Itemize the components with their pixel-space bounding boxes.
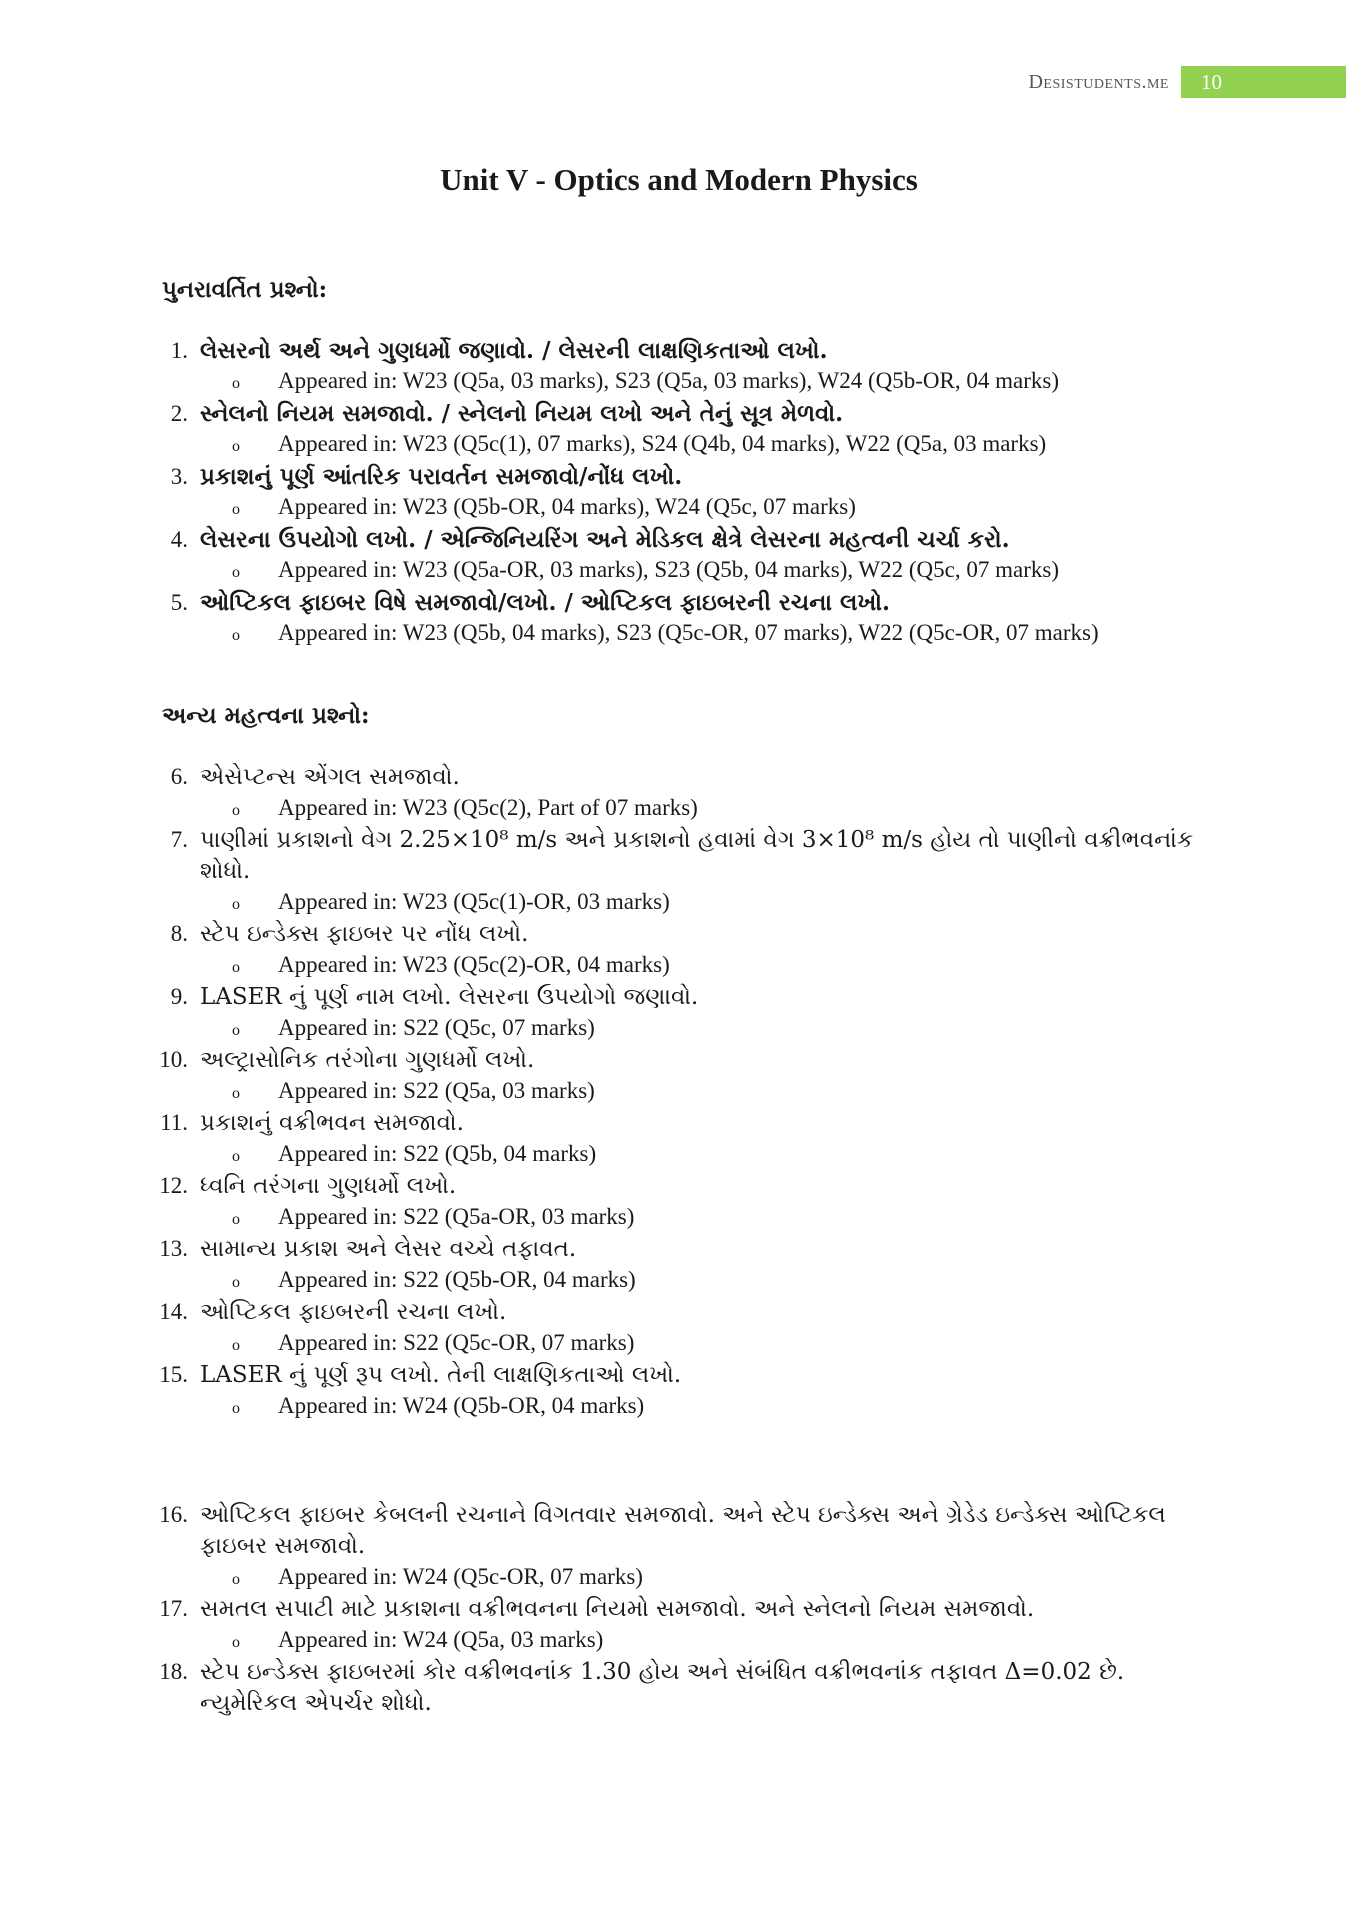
question-item [159, 1594, 1200, 1657]
question-text: પાણીમાં પ્રકાશનો વેગ 2.25×10⁸ m/s અને પ્રકાશનો હવામાં વેગ 3×10⁸ m/s હોય તો પાણીનો વક્રીભવનાંક શોધો. [200, 827, 1194, 884]
question-item [159, 1234, 1200, 1297]
question-number: 4. [170, 527, 188, 552]
question-number: 2. [170, 401, 188, 426]
question-number: 5. [170, 590, 188, 615]
question-text: લેસરના ઉપયોગો લખો. / એન્જિનિયરિંગ અને મેડિકલ ક્ષેત્રે લેસરના મહત્વની ચર્ચા કરો. [200, 526, 1010, 553]
bullet-icon: o [232, 1274, 240, 1291]
appeared-line [232, 887, 1200, 919]
appeared-line [232, 1202, 1200, 1234]
question-row [170, 825, 1200, 887]
question-text: LASER નું પૂર્ણ રૂપ લખો. તેની લાક્ષણિકતાઓ લખો. [200, 1362, 682, 1388]
question-item [159, 1171, 1200, 1234]
question-number: 13. [159, 1236, 188, 1261]
question-text: સ્ટેપ ઇન્ડેક્સ ફાઇબરમાં કોર વક્રીભવનાંક 1.30 હોય અને સંબંધિત વક્રીભવનાંક તફાવત Δ=0.02 છે. ન્યુમેરિકલ એપર્ચર શોધો. [200, 1659, 1125, 1716]
question-number: 12. [159, 1173, 188, 1198]
bullet-icon: o [232, 1400, 240, 1417]
question-number: 15. [159, 1362, 188, 1387]
appeared-text: Appeared in: S22 (Q5c-OR, 07 marks) [278, 1330, 635, 1355]
appeared-line [232, 1013, 1200, 1045]
more-questions-list [159, 1500, 1200, 1719]
question-text: ઓપ્ટિકલ ફાઇબર કેબલની રચનાને વિગતવાર સમજાવો. અને સ્ટેપ ઇન્ડેક્સ અને ગ્રેડેડ ઇન્ડેક્સ ઓપ્ટિકલ ફાઇબર સમજાવો. [200, 1502, 1166, 1559]
appeared-text: Appeared in: W24 (Q5c-OR, 07 marks) [278, 1564, 643, 1589]
section-heading-other: અન્ય મહત્વના પ્રશ્નો: [162, 702, 370, 729]
appeared-line [232, 950, 1200, 982]
question-row [159, 1234, 1200, 1265]
question-item [159, 1297, 1200, 1360]
other-questions-list [159, 762, 1200, 1423]
question-row [170, 398, 1200, 429]
question-item [170, 762, 1200, 825]
question-item [170, 461, 1200, 524]
question-row [159, 1297, 1200, 1328]
appeared-line [232, 1265, 1200, 1297]
page-number: 10 [1181, 66, 1346, 98]
appeared-line [232, 366, 1200, 398]
question-number: 7. [170, 827, 188, 852]
appeared-line [232, 555, 1200, 587]
appeared-line [232, 1328, 1200, 1360]
bullet-icon: o [232, 1085, 240, 1102]
question-row [159, 1171, 1200, 1202]
question-text: સ્ટેપ ઇન્ડેક્સ ફાઇબર પર નોંધ લખો. [200, 921, 529, 947]
section-heading-repeated: પુનરાવર્તિત પ્રશ્નો: [162, 276, 328, 303]
question-text: અલ્ટ્રાસોનિક તરંગોના ગુણધર્મો લખો. [200, 1047, 535, 1073]
question-row [159, 1500, 1200, 1562]
appeared-text: Appeared in: S22 (Q5a-OR, 03 marks) [278, 1204, 635, 1229]
appeared-line [232, 1391, 1200, 1423]
question-row [170, 524, 1200, 555]
appeared-line [232, 1625, 1200, 1657]
appeared-text: Appeared in: W23 (Q5c(2)-OR, 04 marks) [278, 952, 670, 977]
question-row [159, 1360, 1200, 1391]
appeared-text: Appeared in: W23 (Q5b, 04 marks), S23 (Q5c-OR, 07 marks), W22 (Q5c-OR, 07 marks) [278, 620, 1099, 645]
appeared-text: Appeared in: W23 (Q5c(1), 07 marks), S24 (Q4b, 04 marks), W22 (Q5a, 03 marks) [278, 431, 1047, 456]
question-number: 9. [170, 984, 188, 1009]
question-number: 18. [159, 1659, 188, 1684]
appeared-text: Appeared in: S22 (Q5a, 03 marks) [278, 1078, 595, 1103]
question-item [170, 825, 1200, 919]
question-text: એસેપ્ટન્સ એંગલ સમજાવો. [200, 764, 460, 790]
bullet-icon: o [232, 959, 240, 976]
question-text: સ્નેલનો નિયમ સમજાવો. / સ્નેલનો નિયમ લખો અને તેનું સૂત્ર મેળવો. [200, 400, 844, 427]
question-number: 1. [170, 338, 188, 363]
appeared-line [232, 793, 1200, 825]
question-item [170, 587, 1200, 650]
question-row [159, 1594, 1200, 1625]
bullet-icon: o [232, 802, 240, 819]
appeared-line [232, 1139, 1200, 1171]
question-text: ઓપ્ટિકલ ફાઇબર વિષે સમજાવો/લખો. / ઓપ્ટિકલ ફાઇબરની રચના લખો. [200, 589, 891, 616]
question-item [170, 982, 1200, 1045]
question-row [170, 919, 1200, 950]
bullet-icon: o [232, 627, 240, 644]
question-row [170, 982, 1200, 1013]
appeared-text: Appeared in: S22 (Q5b-OR, 04 marks) [278, 1267, 636, 1292]
question-number: 3. [170, 464, 188, 489]
appeared-text: Appeared in: W23 (Q5a-OR, 03 marks), S23 (Q5b, 04 marks), W22 (Q5c, 07 marks) [278, 557, 1059, 582]
appeared-text: Appeared in: W24 (Q5b-OR, 04 marks) [278, 1393, 645, 1418]
bullet-icon: o [232, 501, 240, 518]
question-text: સામાન્ય પ્રકાશ અને લેસર વચ્ચે તફાવત. [200, 1236, 577, 1262]
question-row [159, 1657, 1200, 1719]
bullet-icon: o [232, 1337, 240, 1354]
bullet-icon: o [232, 896, 240, 913]
question-text: પ્રકાશનું પૂર્ણ આંતરિક પરાવર્તન સમજાવો/નોંધ લખો. [200, 463, 683, 490]
question-number: 11. [160, 1110, 188, 1135]
question-row [170, 587, 1200, 618]
question-number: 17. [159, 1596, 188, 1621]
repeated-questions-list [170, 335, 1200, 650]
appeared-line [232, 618, 1200, 650]
question-number: 8. [170, 921, 188, 946]
question-number: 6. [170, 764, 188, 789]
bullet-icon: o [232, 375, 240, 392]
question-item [160, 1108, 1200, 1171]
appeared-line [232, 1562, 1200, 1594]
bullet-icon: o [232, 1148, 240, 1165]
question-row [170, 762, 1200, 793]
bullet-icon: o [232, 564, 240, 581]
question-text: LASER નું પૂર્ણ નામ લખો. લેસરના ઉપયોગો જણાવો. [200, 984, 699, 1010]
bullet-icon: o [232, 1211, 240, 1228]
appeared-line [232, 429, 1200, 461]
question-number: 14. [159, 1299, 188, 1324]
question-row [160, 1108, 1200, 1139]
question-text: ધ્વનિ તરંગના ગુણધર્મો લખો. [200, 1173, 457, 1199]
question-item [170, 919, 1200, 982]
question-text: લેસરનો અર્થ અને ગુણધર્મો જણાવો. / લેસરની લાક્ષણિકતાઓ લખો. [200, 337, 828, 364]
appeared-line [232, 492, 1200, 524]
page-title: Unit V - Optics and Modern Physics [440, 162, 918, 197]
appeared-line [232, 1076, 1200, 1108]
question-text: ઓપ્ટિકલ ફાઇબરની રચના લખો. [200, 1299, 507, 1325]
page-header [1028, 66, 1346, 98]
bullet-icon: o [232, 1022, 240, 1039]
question-item [159, 1360, 1200, 1423]
question-item [170, 335, 1200, 398]
question-row [170, 461, 1200, 492]
question-text: સમતલ સપાટી માટે પ્રકાશના વક્રીભવનના નિયમો સમજાવો. અને સ્નેલનો નિયમ સમજાવો. [200, 1596, 1035, 1622]
question-item [159, 1657, 1200, 1719]
brand-name: Desistudents.me [1028, 70, 1169, 93]
question-item [170, 524, 1200, 587]
bullet-icon: o [232, 438, 240, 455]
appeared-text: Appeared in: W23 (Q5b-OR, 04 marks), W24 (Q5c, 07 marks) [278, 494, 856, 519]
bullet-icon: o [232, 1571, 240, 1588]
question-text: પ્રકાશનું વક્રીભવન સમજાવો. [200, 1110, 464, 1136]
question-row [170, 335, 1200, 366]
question-item [159, 1045, 1200, 1108]
question-item [170, 398, 1200, 461]
appeared-text: Appeared in: W23 (Q5a, 03 marks), S23 (Q5a, 03 marks), W24 (Q5b-OR, 04 marks) [278, 368, 1059, 393]
appeared-text: Appeared in: W24 (Q5a, 03 marks) [278, 1627, 604, 1652]
appeared-text: Appeared in: W23 (Q5c(2), Part of 07 marks) [278, 795, 698, 820]
appeared-text: Appeared in: W23 (Q5c(1)-OR, 03 marks) [278, 889, 670, 914]
appeared-text: Appeared in: S22 (Q5c, 07 marks) [278, 1015, 595, 1040]
question-number: 16. [159, 1502, 188, 1527]
question-number: 10. [159, 1047, 188, 1072]
question-item [159, 1500, 1200, 1594]
bullet-icon: o [232, 1634, 240, 1651]
appeared-text: Appeared in: S22 (Q5b, 04 marks) [278, 1141, 597, 1166]
question-row [159, 1045, 1200, 1076]
